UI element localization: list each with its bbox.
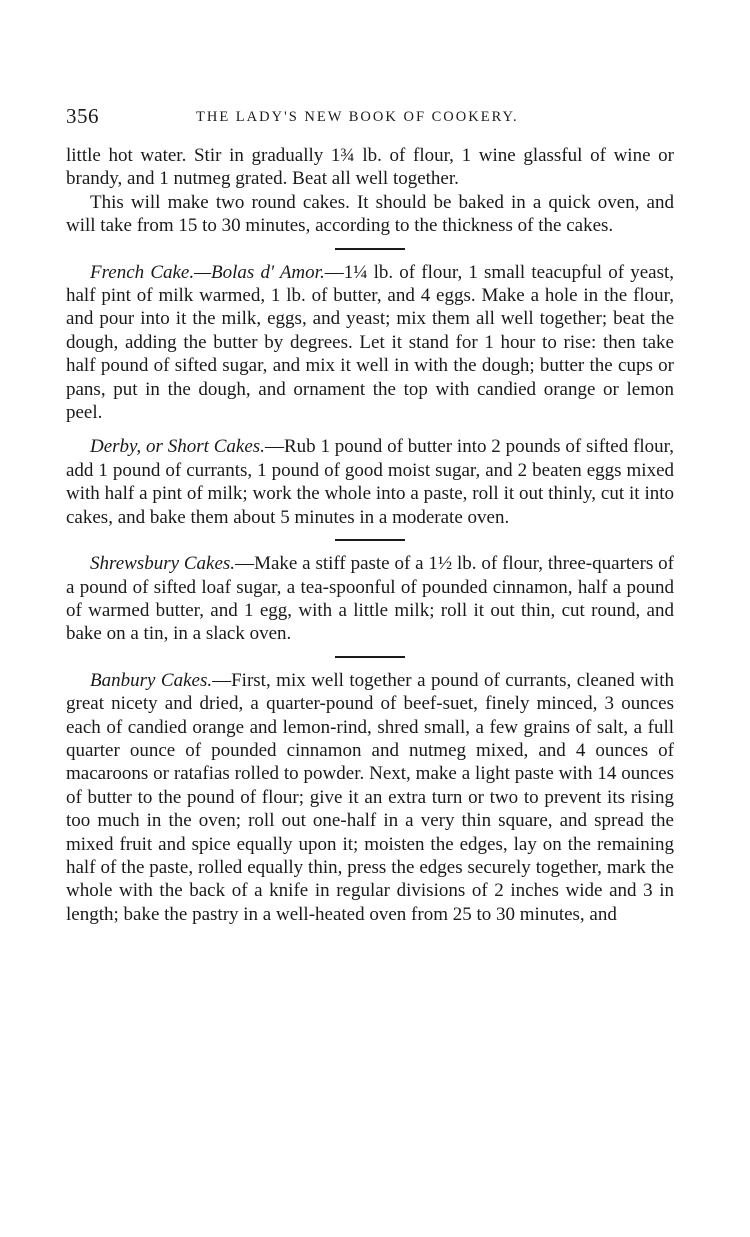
recipe-body: —1¼ lb. of flour, 1 small teacupful of yeast, half pint of milk warmed, 1 lb. of butter, and 4 eggs. Make a hole in the flour, and pour into it the milk, eggs, and yeast; mix them all well together; beat the dough, adding the butter by degrees. Let it stand for 1 hour to rise: then take half pound of sifted sugar, and mix it well in with the dough; butter the cups or pans, put in the dough, and ornament the top with candied orange or lemon peel.: [66, 261, 674, 424]
page-body: [66, 144, 674, 926]
spacer: [66, 424, 674, 435]
yield-note-paragraph: This will make two round cakes. It should be baked in a quick oven, and will take from 15 to 30 minutes, according to the thickness of the cakes.: [66, 191, 674, 237]
page-header: [66, 104, 678, 132]
section-divider: [335, 656, 405, 658]
recipe-shrewsbury-cakes: [66, 552, 674, 646]
recipe-title: Banbury Cakes.: [90, 669, 213, 691]
section-divider: [335, 539, 405, 541]
recipe-title: French Cake.—Bolas d' Amor.: [90, 261, 325, 283]
recipe-derby-cakes: [66, 435, 674, 529]
recipe-body: —First, mix well together a pound of currants, cleaned with great nicety and dried, a quarter-pound of beef-suet, finely minced, 3 ounces each of candied orange and lemon-rind, shred small, a few grains of salt, a full quarter ounce of pounded cinnamon and nutmeg mixed, and 4 ounces of macaroons or ratafias rolled to powder. Next, make a light paste with 14 ounces of butter to the pound of flour; give it an extra turn or two to prevent its rising too much in the oven; roll out one-half in a very thin square, and spread the mixed fruit and spice equally upon it; moisten the edges, lay on the remaining half of the paste, rolled equally thin, press the edges securely together, mark the whole with the back of a knife in regular divisions of 2 inches wide and 3 in length; bake the pastry in a well-heated oven from 25 to 30 minutes, and: [66, 669, 674, 925]
recipe-title: Derby, or Short Cakes.: [90, 436, 265, 458]
section-divider: [335, 248, 405, 250]
recipe-french-cake: [66, 261, 674, 425]
recipe-body: —Make a stiff paste of a 1½ lb. of flour, three-quarters of a pound of sifted loaf sugar, a tea-spoonful of pounded cinnamon, half a pound of warmed butter, and 1 egg, with a little milk; roll it out thin, cut round, and bake on a tin, in a slack oven.: [66, 553, 675, 645]
page-number: 356: [66, 104, 99, 128]
recipe-body: —Rub 1 pound of butter into 2 pounds of sifted flour, add 1 pound of currants, 1 pound of good moist sugar, and 2 beaten eggs mixed with half a pint of milk; work the whole into a paste, roll it out thinly, cut it into cakes, and bake them about 5 minutes in a moderate oven.: [66, 436, 674, 528]
running-title: THE LADY'S NEW BOOK OF COOKERY.: [196, 109, 519, 125]
recipe-banbury-cakes: [66, 669, 674, 926]
recipe-title: Shrewsbury Cakes.: [90, 553, 236, 575]
continuation-paragraph: little hot water. Stir in gradually 1¾ lb. of flour, 1 wine glassful of wine or brandy, and 1 nutmeg grated. Beat all well together.: [66, 145, 674, 190]
